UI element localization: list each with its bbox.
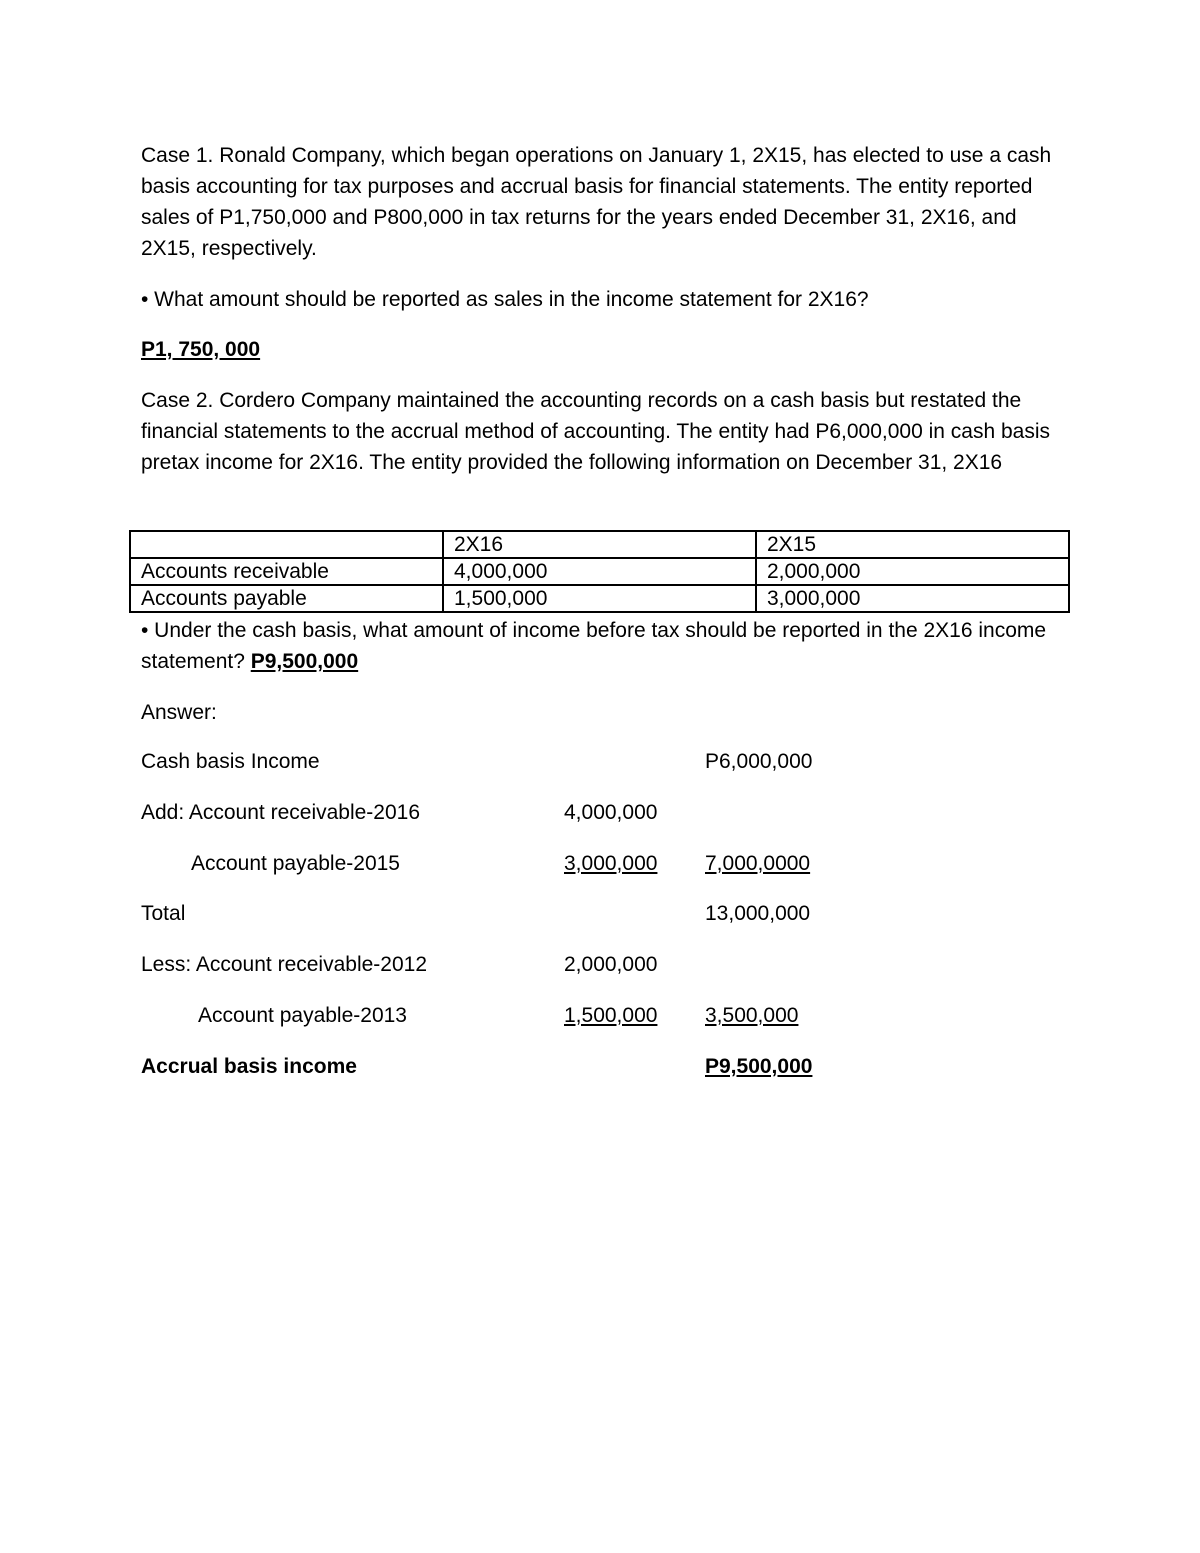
table-cell: Accounts receivable: [130, 558, 443, 585]
less-ap-label: Account payable-2013: [198, 1004, 407, 1027]
less-ar-value: 2,000,000: [564, 953, 658, 976]
less-ap-value: 1,500,000: [564, 1004, 658, 1027]
case2-question-answer: P9,500,000: [250, 650, 359, 673]
table-header-cell: 2X16: [443, 531, 756, 558]
cash-income-row: [0, 747, 1200, 777]
add-ar-label: Add: Account receivable-2016: [141, 801, 421, 824]
case1-paragraph: Case 1. Ronald Company, which began operations on January 1, 2X15, has elected to use a cash basis accounting for tax purposes and accrual basis for financial statements. The entity reported sales of P1,750,000 and P800,000 in tax returns for the years ended December 31, 2X16, and 2X15, respectively.: [141, 144, 1052, 260]
add-total: 7,000,0000: [705, 852, 811, 875]
table-header-cell: [130, 531, 443, 558]
total-row: [0, 899, 1200, 929]
add-ap-label: Account payable-2015: [191, 852, 400, 875]
accrual-income-row: [0, 1052, 1200, 1082]
add-ar-value: 4,000,000: [564, 801, 658, 824]
add-ap-row: [0, 849, 1200, 879]
table-cell: 3,000,000: [756, 585, 1069, 612]
add-ar-row: [0, 798, 1200, 828]
accrual-income-value: P9,500,000: [705, 1055, 813, 1078]
less-ar-label: Less: Account receivable-2012: [141, 953, 428, 976]
accrual-income-label: Accrual basis income: [141, 1055, 357, 1078]
case1-question: • What amount should be reported as sales in the income statement for 2X16?: [141, 288, 869, 311]
table-cell: 4,000,000: [443, 558, 756, 585]
accounts-table: [129, 530, 1070, 613]
cash-income-label: Cash basis Income: [141, 750, 320, 773]
answer-heading: Answer:: [141, 701, 217, 724]
cash-income-value: P6,000,000: [705, 750, 813, 773]
table-cell: 1,500,000: [443, 585, 756, 612]
table-row: [130, 585, 1069, 612]
table-cell: Accounts payable: [130, 585, 443, 612]
case2-paragraph: Case 2. Cordero Company maintained the accounting records on a cash basis but restated the financial statements to the accrual method of accounting. The entity had P6,000,000 in cash basis pretax income for 2X16. The entity provided the following information on December 31, 2X16: [141, 389, 1051, 474]
table-header-cell: 2X15: [756, 531, 1069, 558]
less-ap-row: [0, 1001, 1200, 1031]
total-value: 13,000,000: [705, 902, 811, 925]
case2-question-text: • Under the cash basis, what amount of income before tax should be reported in the 2X16 income statement?: [141, 619, 1047, 673]
table-header-row: [130, 531, 1069, 558]
total-label: Total: [141, 902, 186, 925]
case1-answer: P1, 750, 000: [141, 338, 261, 361]
add-ap-value: 3,000,000: [564, 852, 658, 875]
table-row: [130, 558, 1069, 585]
case2-question: [141, 615, 1071, 677]
table-cell: 2,000,000: [756, 558, 1069, 585]
less-ar-row: [0, 950, 1200, 980]
less-total: 3,500,000: [705, 1004, 799, 1027]
